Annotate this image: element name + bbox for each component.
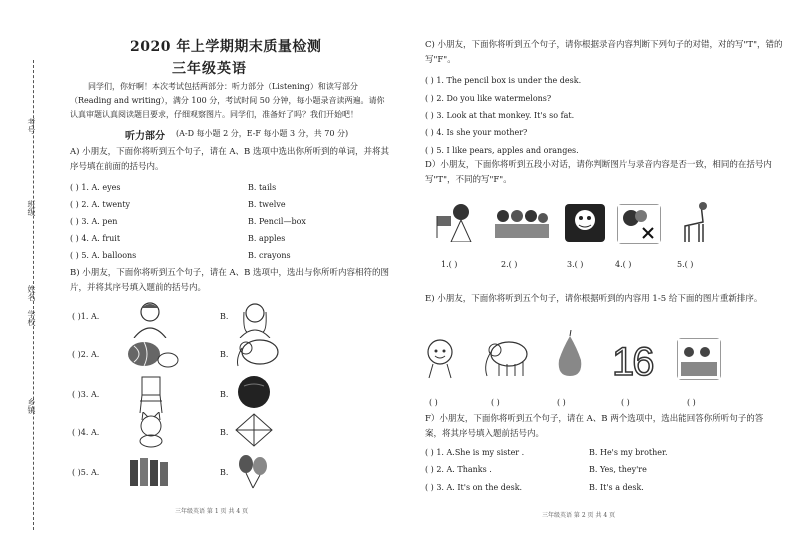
girl-face-image — [419, 334, 461, 380]
kite-image — [234, 412, 274, 448]
section-f-instructions: F）小朋友，下面你将听到五个句子，请在 A、B 两个选项中，选出能回答你所听句子的答案，将其序号填入题前括号内。 — [425, 414, 764, 439]
section-f-q1-b: B. He's my brother. — [589, 448, 668, 457]
section-b-q5: ( )5. A. — [72, 468, 100, 477]
section-c-instructions: C) 小朋友，下面你将听到五个句子，请你根据录音内容判断下列句子的对错，对的写"T"，错的写"F"。 — [425, 40, 783, 65]
right-footer: 三年级英语 第 2 页 共 4 页 — [542, 512, 616, 519]
section-a-q3: ( ) 3. A. pen — [70, 217, 118, 226]
crayons-image — [128, 454, 170, 488]
family-group-image — [493, 206, 551, 240]
section-d-instructions: D）小朋友，下面你将听到五段小对话，请你判断图片与录音内容是否一致，相同的在括号内写"T"，不同的写"F"。 — [425, 160, 772, 185]
section-a-q5-b: B. crayons — [248, 251, 291, 260]
section-d-answer-1: 1.( ) — [441, 260, 458, 269]
giraffe-image — [673, 200, 715, 244]
black-ball-image — [236, 374, 272, 410]
section-d-answer-4: 4.( ) — [615, 260, 632, 269]
binding-label-town: 乡镇 — [27, 398, 36, 414]
section-b-q4-b: B. — [220, 428, 229, 437]
monkey-image — [565, 204, 605, 242]
section-a-q5: ( ) 5. A. balloons — [70, 251, 137, 260]
woman-portrait-image — [235, 298, 275, 338]
watermelon-image — [126, 338, 180, 370]
binding-label-school: 学校 — [27, 310, 36, 326]
section-a-q4: ( ) 4. A. fruit — [70, 234, 121, 243]
section-c-q5: ( ) 5. I like pears, apples and oranges. — [425, 146, 579, 155]
section-c-q3: ( ) 3. Look at that monkey. It's so fat. — [425, 111, 575, 120]
section-b-q5-b: B. — [220, 468, 229, 477]
section-b-q4: ( )4. A. — [72, 428, 100, 437]
elephant-image — [232, 334, 282, 368]
section-a-q1: ( ) 1. A. eyes — [70, 183, 121, 192]
section-d-answer-3: 3.( ) — [567, 260, 584, 269]
section-b-q1: ( )1. A. — [72, 312, 100, 321]
binding-label-class: 班级 — [27, 200, 36, 216]
chair-image — [136, 375, 166, 415]
pear-image — [549, 330, 591, 380]
section-f-q2-b: B. Yes, they're — [589, 465, 647, 474]
section-b-q3: ( )3. A. — [72, 390, 100, 399]
fruit-with-cross-image — [617, 204, 661, 244]
section-b-q2: ( )2. A. — [72, 350, 100, 359]
section-b-q3-b: B. — [220, 390, 229, 399]
section-a-q2: ( ) 2. A. twenty — [70, 200, 131, 209]
elephant-sketch-image — [479, 336, 531, 378]
exam-title: 2020 年上学期期末质量检测 — [130, 39, 322, 55]
section-a-q4-b: B. apples — [248, 234, 286, 243]
listening-title: 听力部分 — [125, 131, 165, 142]
section-a-instructions: A) 小朋友，下面你将听到五个句子，请在 A、B 选项中选出你所听到的单词，并将其序号填在前面的括号内。 — [70, 147, 389, 172]
binding-margin — [0, 0, 55, 550]
section-e-answer-5: ( ) — [687, 398, 696, 407]
right-page — [397, 0, 794, 550]
classroom-scene-image — [677, 338, 721, 380]
binding-label-exam-number: 考号 — [27, 118, 36, 134]
section-c-q4: ( ) 4. Is she your mother? — [425, 128, 528, 137]
listening-subtitle: (A-D 每小题 2 分，E-F 每小题 3 分，共 70 分) — [176, 129, 349, 138]
section-c-q1: ( ) 1. The pencil box is under the desk. — [425, 76, 582, 85]
section-f-q3-b: B. It's a desk. — [589, 483, 644, 492]
section-e-answer-3: ( ) — [557, 398, 566, 407]
binding-label-name: 姓名 — [27, 285, 36, 301]
section-e-instructions: E) 小朋友，下面你将听到五个句子，请你根据听到的内容用 1-5 给下面的图片重新排序。 — [425, 294, 763, 304]
section-e-answer-1: ( ) — [429, 398, 438, 407]
girl-with-flag-image — [435, 202, 479, 242]
section-b-q2-b: B. — [220, 350, 229, 359]
section-a-q1-b: B. tails — [248, 183, 277, 192]
section-f-q3: ( ) 3. A. It's on the desk. — [425, 483, 523, 492]
exam-intro: 同学们，你好啊！本次考试包括两部分：听力部分（Listening）和读写部分（Reading and writing），满分 100 分，考试时间 50 分钟，每小题录音读两遍。请你认真审题认真阅读题目要求，仔细观察图片。同学们，准备好了吗？我们开始吧！ — [70, 82, 385, 119]
man-portrait-image — [128, 298, 172, 338]
section-e-answer-2: ( ) — [491, 398, 500, 407]
section-a-q3-b: B. Pencil—box — [248, 217, 306, 226]
section-c-q2: ( ) 2. Do you like watermelons? — [425, 94, 552, 103]
balloons-image — [236, 454, 270, 490]
section-f-q2: ( ) 2. A. Thanks . — [425, 465, 492, 474]
section-d-answer-5: 5.( ) — [677, 260, 694, 269]
left-footer: 三年级英语 第 1 页 共 4 页 — [175, 508, 249, 515]
exam-subtitle: 三年级英语 — [172, 61, 247, 77]
cat-image — [134, 412, 168, 448]
section-d-answer-2: 2.( ) — [501, 260, 518, 269]
section-f-q1: ( ) 1. A.She is my sister . — [425, 448, 525, 457]
section-a-q2-b: B. twelve — [248, 200, 286, 209]
number-sixteen-image: 16 — [612, 340, 653, 384]
section-b-q1-b: B. — [220, 312, 229, 321]
section-e-answer-4: ( ) — [621, 398, 630, 407]
section-b-instructions: B) 小朋友，下面你将听到五个句子，请在 A、B 选项中，选出与你所听内容相符的图片，并将其序号填入题前的括号内。 — [70, 268, 390, 293]
